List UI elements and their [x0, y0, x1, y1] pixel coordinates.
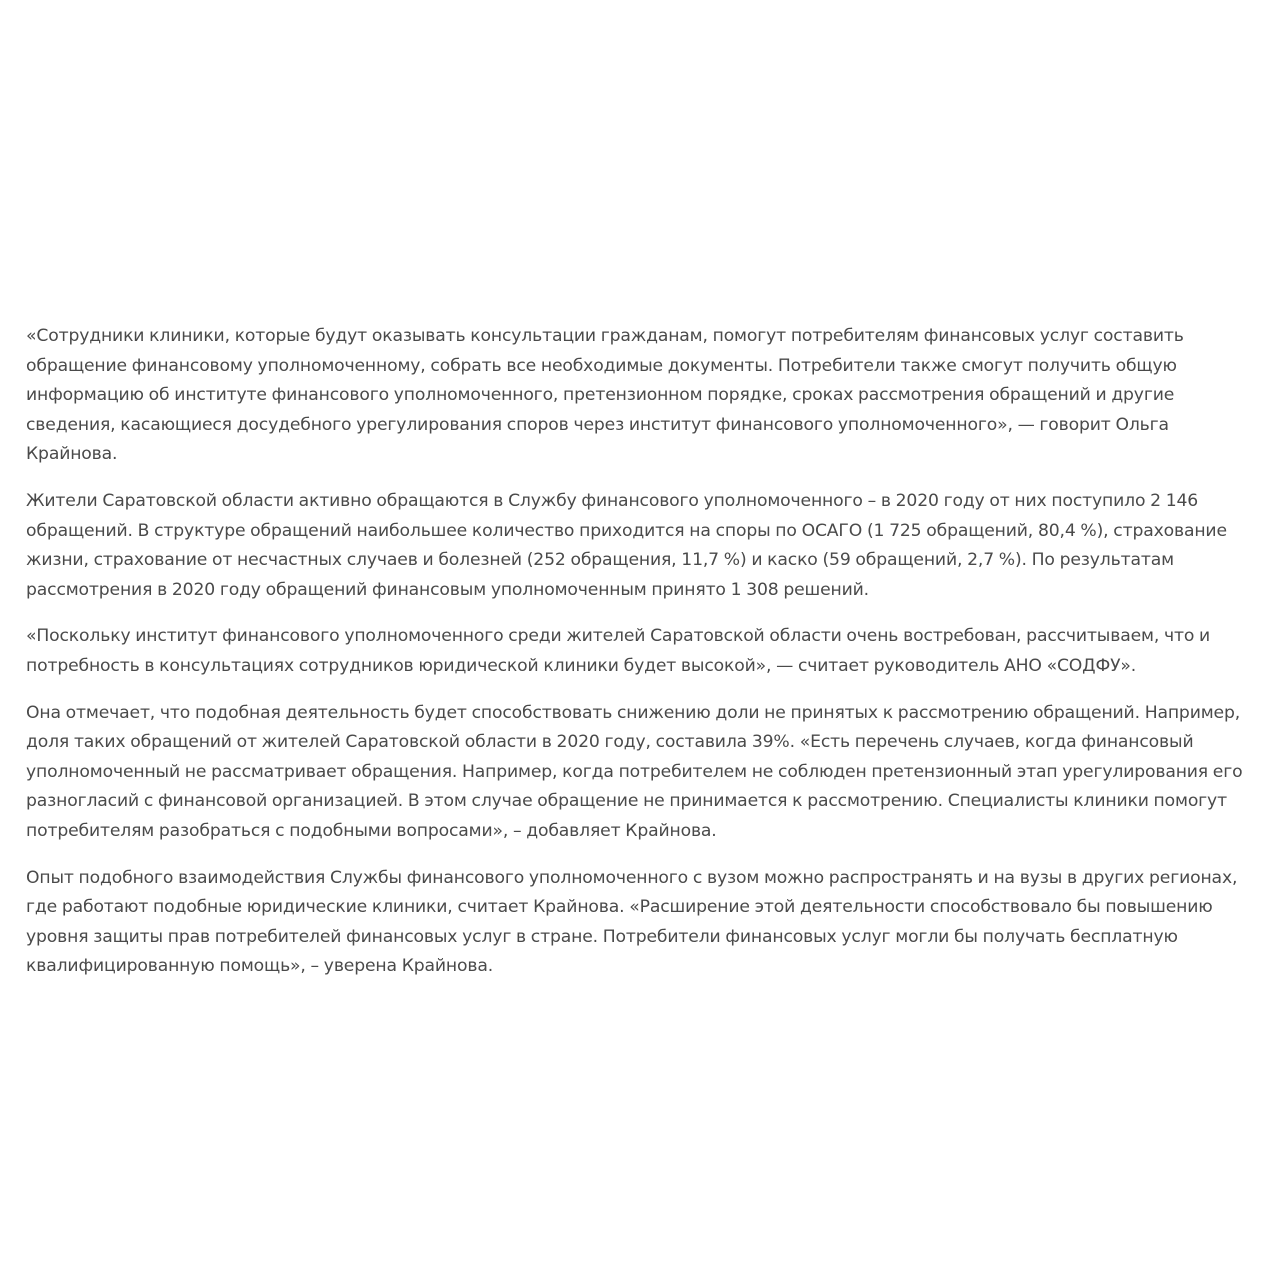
paragraph-other-regions: Опыт подобного взаимодействия Службы финансового уполномоченного с вузом можно распространять и на вузы в других регионах, где работают подобные юридические клиники, считает Крайнова. «Расширение этой деятельности способствовало бы повышению уровня защиты прав потребителей финансовых услуг в стране. Потребители финансовых услуг могли бы получать бесплатную квалифицированную помощь», – уверена Крайнова. — [26, 867, 1238, 977]
paragraph-saratov-statistics: Жители Саратовской области активно обращаются в Службу финансового уполномоченного – в 2020 году от них поступило 2 146 обращений. В структуре обращений наибольшее количество приходится на споры по ОСАГО (1 725 обращений, 80,4 %), страхование жизни, страхование от несчастных случаев и болезней (252 обращения, 11,7 %) и каско (59 обращений, 2,7 %). По результатам рассмотрения в 2020 году обращений финансовым уполномоченным принято 1 308 решений. — [26, 490, 1227, 600]
article-body — [26, 322, 1258, 999]
paragraph-quote-demand: «Поскольку институт финансового уполномоченного среди жителей Саратовской области очень востребован, рассчитываем, что и потребность в консультациях сотрудников юридической клиники будет высокой», — считает руководитель АНО «СОДФУ». — [26, 626, 1211, 676]
paragraph-quote-clinic: «Сотрудники клиники, которые будут оказывать консультации гражданам, помогут потребителям финансовых услуг составить обращение финансовому уполномоченному, собрать все необходимые документы. Потребители также смогут получить общую информацию об институте финансового уполномоченного, претензионном порядке, сроках рассмотрения обращений и другие сведения, касающиеся досудебного урегулирования споров через институт финансового уполномоченного», — говорит Ольга Крайнова. — [26, 326, 1184, 465]
paragraph-rejected-appeals: Она отмечает, что подобная деятельность будет способствовать снижению доли не принятых к рассмотрению обращений. Например, доля таких обращений от жителей Саратовской области в 2020 году, составила 39%. «Есть перечень случаев, когда финансовый уполномоченный не рассматривает обращения. Например, когда потребителем не соблюден претензионный этап урегулирования его разногласий с финансовой организацией. В этом случае обращение не принимается к рассмотрению. Специалисты клиники помогут потребителям разобраться с подобными вопросами», – добавляет Крайнова. — [26, 702, 1243, 841]
